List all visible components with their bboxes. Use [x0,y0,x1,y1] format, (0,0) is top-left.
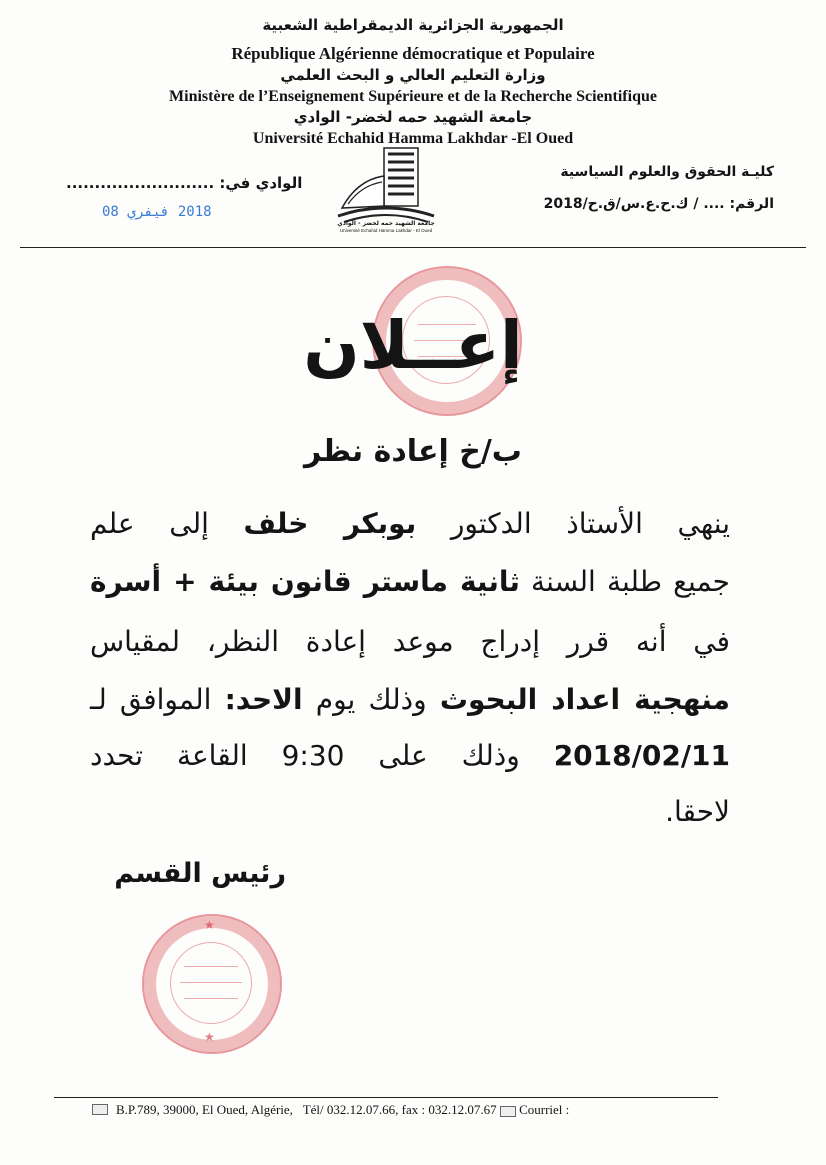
body-line-4 [90,680,730,720]
logo-caption-ar: جامعة الشهيد حمه لخضر - الوادي [337,220,435,227]
official-stamp-bottom [142,914,282,1054]
official-stamp-bottom-line [184,966,238,967]
body-line-6 [665,792,730,832]
official-stamp-bottom-inner-ring [170,942,252,1024]
announcement-subtitle: ب/خ إعادة نظر [304,434,522,469]
body-text: إلى علم [90,507,244,540]
received-date-stamp: 2018 فيفري 08 [102,204,212,220]
official-stamp-bottom-line [184,998,238,999]
place-date: الوادي في: .......................... [66,174,303,192]
republic-ar: الجمهورية الجزائرية الديمقراطية الشعبية [262,16,564,34]
body-text: الموافق لـ [90,683,225,716]
ministry-fr: Ministère de l’Enseignement Supérieure et de la Recherche Scientifique [169,88,657,105]
footer-contact [116,1102,569,1118]
body-text: ينهي الأستاذ الدكتور [416,507,730,540]
course-name: منهجية اعداد البحوث [439,683,730,716]
ministry-ar: وزارة التعليم العالي و البحث العلمي [280,66,546,84]
logo-caption-fr: Université Echahid Hamma Lakhdar - El Oued [339,228,433,233]
mail-icon [92,1104,108,1115]
body-line-1 [90,504,730,544]
body-text: لاحقا. [665,795,730,828]
announcement-title: إعــلان [303,307,523,384]
footer-address: B.P.789, 39000, El Oued, Algérie, [116,1102,293,1117]
republic-fr: République Algérienne démocratique et Populaire [231,44,595,63]
body-text: وذلك يوم [302,683,440,716]
footer-email-label: Courriel : [519,1102,570,1117]
university-logo [336,146,436,236]
official-stamp-bottom-line [180,982,242,983]
target-students: ثانية ماستر قانون بيئة + أسرة [90,565,520,598]
stamp-star-icon: ★ [204,918,215,932]
university-ar: جامعة الشهيد حمه لخضر- الوادي [293,108,533,126]
day-name: الاحد: [224,683,303,716]
body-line-2 [90,562,730,602]
body-line-3 [90,622,730,662]
email-icon [500,1106,516,1117]
reference-number: الرقم: .... / ك.ح.ع.س/ق.ح/2018 [543,196,774,212]
professor-name: بوبكر خلف [243,507,417,540]
body-text: جميع طلبة السنة [519,565,730,598]
faculty-name: كليـة الحقوق والعلوم السياسية [560,164,774,180]
footer-divider [54,1097,718,1098]
body-text: وذلك على 9:30 القاعة تحدد [90,739,554,772]
header-divider [20,247,806,248]
footer-phone: Tél/ 032.12.07.66, fax : 032.12.07.67 [302,1102,497,1117]
body-line-5 [90,736,730,776]
university-logo-icon [336,146,436,224]
stamp-star-icon: ★ [204,1030,215,1044]
body-text: في أنه قرر إدراج موعد إعادة النظر، لمقياس [90,625,730,658]
exam-date: 2018/02/11 [553,739,731,772]
university-fr: Université Echahid Hamma Lakhdar -El Oued [252,130,574,147]
department-head-signature: رئيس القسم [114,858,286,889]
